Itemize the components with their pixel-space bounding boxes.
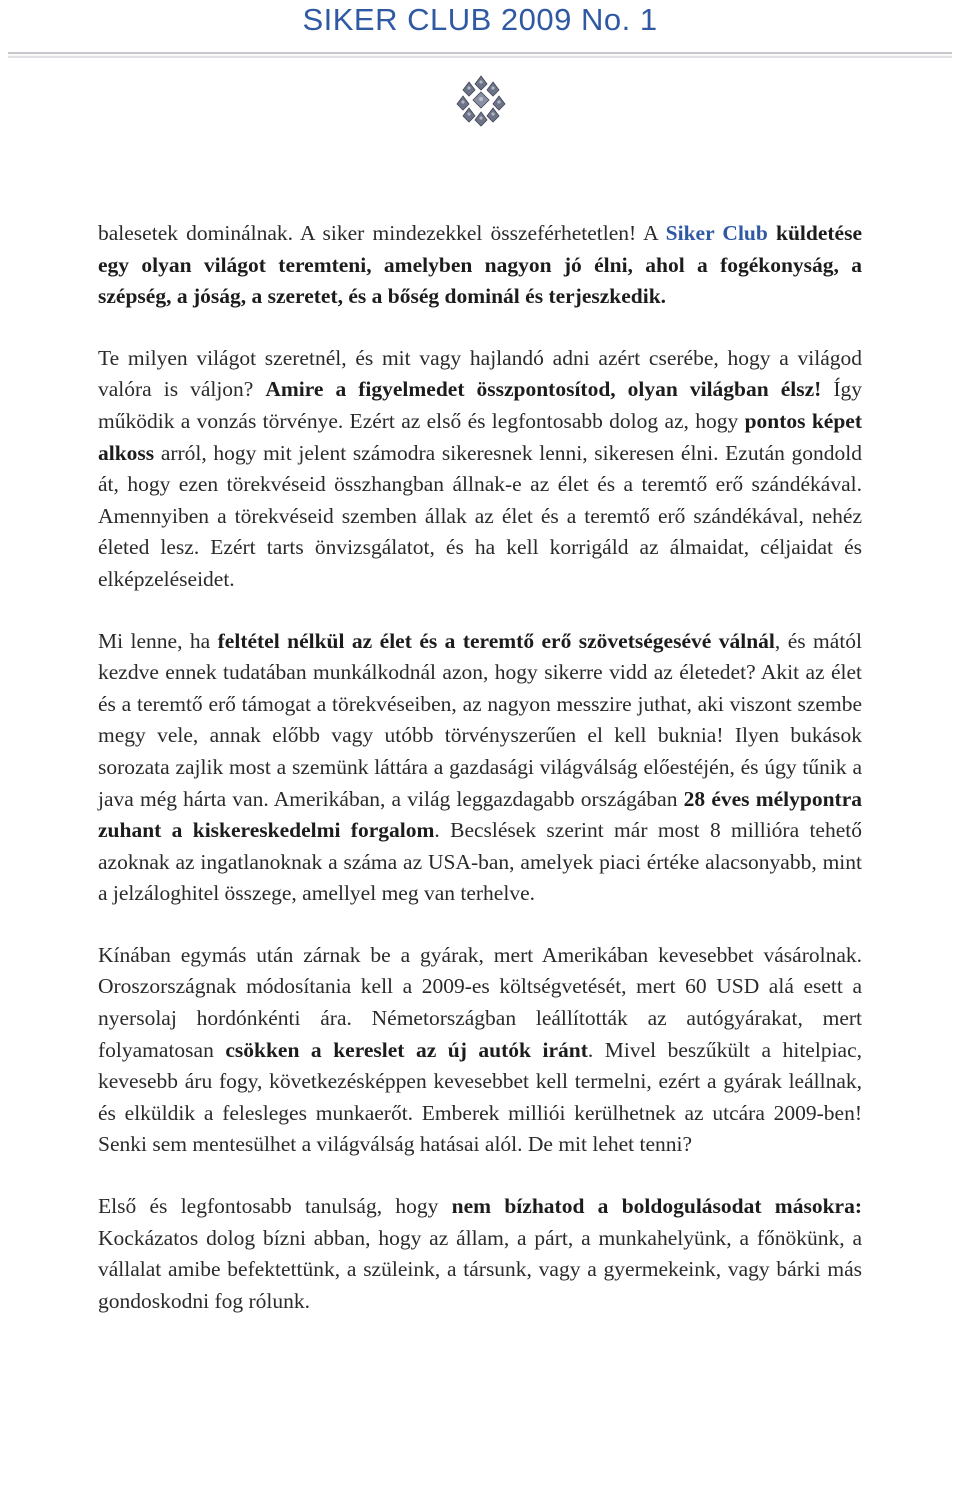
text-run: Mi lenne, ha: [98, 628, 218, 653]
article-paragraph: [98, 626, 862, 910]
text-run: . Becslések szerint már most 8 millióra tehető azoknak az ingatlanoknak a száma az USA-ban, amelyek piaci értéke alacsonyabb, mint a jelzáloghitel összege, amellyel meg van terhelve.: [98, 818, 862, 906]
highlight-text-run: Siker Club: [665, 221, 768, 245]
text-run: . Mivel beszűkült a hitelpiac, kevesebb áru fogy, következésképpen kevesebbet kell termelni, ezért a gyárak leállnak, és elküldik a felesleges munkaerőt. Emberek milliói kerülhetnek az utcára 2009-ben! Senki sem mentesülhet a világválság hatásai alól. De mit lehet tenni?: [98, 1037, 863, 1157]
bold-text-run: 28 éves mélypontra zuhant a kiskereskedelmi forgalom: [98, 786, 863, 843]
article-paragraph: [98, 1191, 862, 1317]
text-run: Első és legfontosabb tanulság, hogy: [98, 1194, 452, 1219]
article-paragraph: [98, 940, 862, 1161]
text-run: balesetek dominálnak. A siker mindezekkel összeférhetetlen! A: [98, 221, 666, 245]
text-run: Te milyen világot szeretnél, és mit vagy hajlandó adni azért cserébe, hogy a világod valóra is váljon?: [98, 345, 862, 402]
article-body: [98, 218, 862, 1347]
page-header-title: SIKER CLUB 2009 No. 1: [302, 2, 658, 37]
bold-text-run: Amire a figyelmedet összpontosítod, olyan világban élsz!: [265, 377, 822, 402]
header-divider: [8, 50, 952, 60]
gem-cluster-icon: [453, 72, 509, 128]
article-paragraph: [98, 343, 862, 596]
text-run: Így működik a vonzás törvénye. Ezért az első és legfontosabb dolog az, hogy: [98, 377, 862, 433]
bold-text-run: küldetése egy olyan világot teremteni, amelyben nagyon jó élni, ahol a fogékonyság, a szépség, a jóság, a szeretet, és a bőség dominál és terjeszkedik.: [98, 221, 862, 309]
bold-text-run: feltétel nélkül az élet és a teremtő erő szövetségesévé válnál: [217, 628, 775, 653]
text-run: Kockázatos dolog bízni abban, hogy az állam, a párt, a munkahelyünk, a főnökünk, a vállalat amibe befektettünk, a szüleink, a társunk, vagy a gyermekeink, vagy bárki más gondoskodni fog rólunk.: [98, 1225, 862, 1313]
article-paragraph: [98, 218, 862, 313]
bold-text-run: pontos képet alkoss: [98, 408, 862, 465]
bold-text-run: nem bízhatod a boldogulásodat másokra:: [451, 1194, 862, 1219]
text-run: Kínában egymás után zárnak be a gyárak, mert Amerikában kevesebbet vásárolnak. Oroszországnak módosítania kell a 2009-es költségvetését, mert 60 USD alá esett a nyersolaj hordónkénti ára. Németországban leállították az autógyárakat, mert folyamatosan: [98, 942, 862, 1062]
text-run: , és mától kezdve ennek tudatában munkálkodnál azon, hogy sikerre vidd az életedet? Akit az élet és a teremtő erő támogat a törekvéseiben, az nagyon messzire juthat, aki viszont szembe megy vele, annak előbb vagy utóbb törvényszerűen el kell buknia! Ilyen bukások sorozata zajlik most a szemünk láttára a gazdasági világválság előestéjén, és úgy tűnik a java még hárta van. Amerikában, a világ leggazdagabb országában: [98, 628, 863, 811]
bold-text-run: csökken a kereslet az új autók iránt: [225, 1037, 588, 1062]
text-run: arról, hogy mit jelent számodra sikeresnek lenni, sikeresen élni. Ezután gondold át, hogy ezen törekvéseid összhangban állnak-e az élet és a teremtő erő szándékával. Amennyiben a törekvéseid szemben állak az élet és a teremtő erő szándékával, nehéz életed lesz. Ezért tarts önvizsgálatot, és ha kell korrigáld az álmaidat, céljaidat és elképzeléseidet.: [98, 440, 862, 591]
